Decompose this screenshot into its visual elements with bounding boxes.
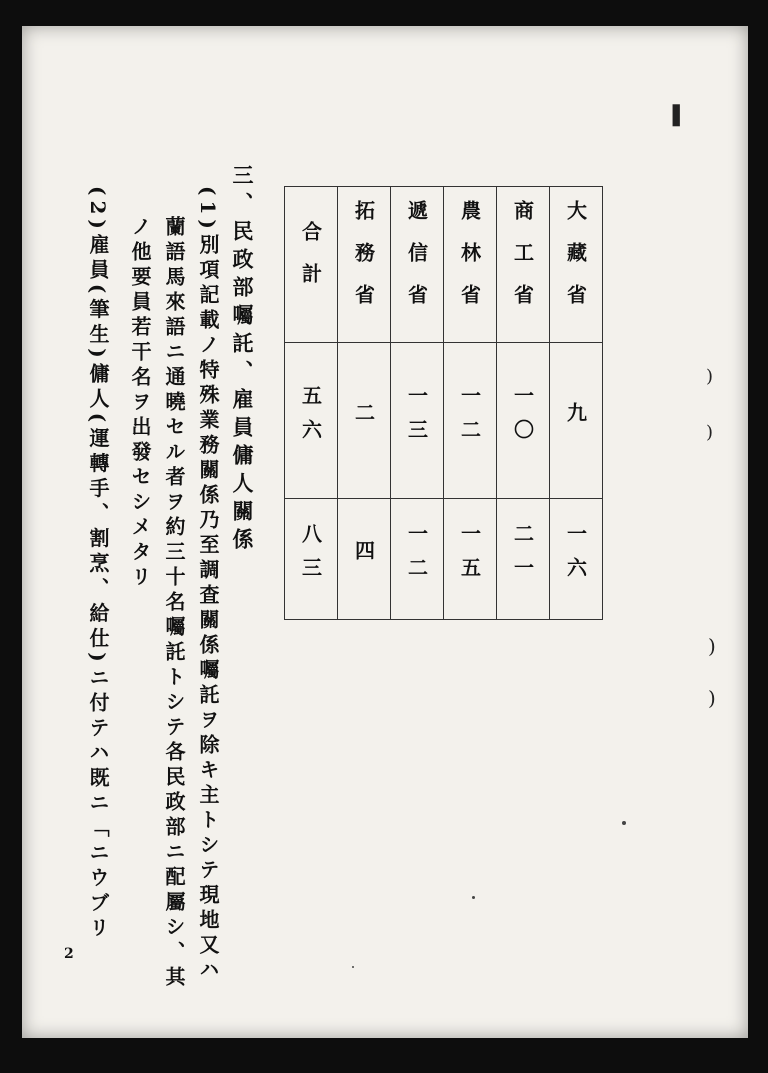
item2-line1: (2)雇員(筆生)傭人(運轉手、割烹、給仕)ニ付テハ既ニ「ニウブリ (86, 186, 110, 942)
paper-speck (622, 821, 626, 825)
binder-hole-mark: ) (706, 422, 714, 443)
table-cell-name: 大藏省 (550, 187, 603, 343)
paper-speck (472, 896, 475, 899)
item1-line1: (1)別項記載ノ特殊業務關係乃至調査關係囑託ヲ除キ主トシテ現地又ハ (196, 186, 220, 984)
section-heading: 三、民政部囑託、雇員傭人關係 (230, 164, 255, 556)
table-cell-value-b: 一六 (550, 499, 603, 620)
ministry-table (284, 186, 603, 620)
table-cell-value-b: 八三 (285, 499, 338, 620)
table-cell-value-a: 五六 (285, 343, 338, 499)
ink-mark: ❚ (667, 102, 686, 127)
table-cell-value-a: 一三 (391, 343, 444, 499)
table-cell-name: 遞信省 (391, 187, 444, 343)
table-cell-name: 拓務省 (338, 187, 391, 343)
item1-line2: 蘭語馬來語ニ通曉セル者ヲ約三十名囑託トシテ各民政部ニ配屬シ、其 (162, 216, 186, 991)
table-cell-name: 合計 (285, 187, 338, 343)
document-page (22, 26, 748, 1038)
binder-hole-mark: ) (706, 366, 714, 387)
table-cell-value-b: 四 (338, 499, 391, 620)
binder-hole-mark: ) (708, 634, 716, 658)
table-cell-value-b: 一二 (391, 499, 444, 620)
table-cell-value-a: 一二 (444, 343, 497, 499)
table-cell-name: 農林省 (444, 187, 497, 343)
item1-line3: ノ他要員若干名ヲ出發セシメタリ (128, 216, 152, 591)
page-number: 2 (64, 946, 74, 962)
table-cell-value-b: 二一 (497, 499, 550, 620)
table-cell-value-b: 一五 (444, 499, 497, 620)
table-cell-value-a: 一〇 (497, 343, 550, 499)
paper-speck (352, 966, 354, 968)
table-cell-value-a: 二 (338, 343, 391, 499)
table-cell-name: 商工省 (497, 187, 550, 343)
binder-hole-mark: ) (708, 686, 716, 710)
table-cell-value-a: 九 (550, 343, 603, 499)
